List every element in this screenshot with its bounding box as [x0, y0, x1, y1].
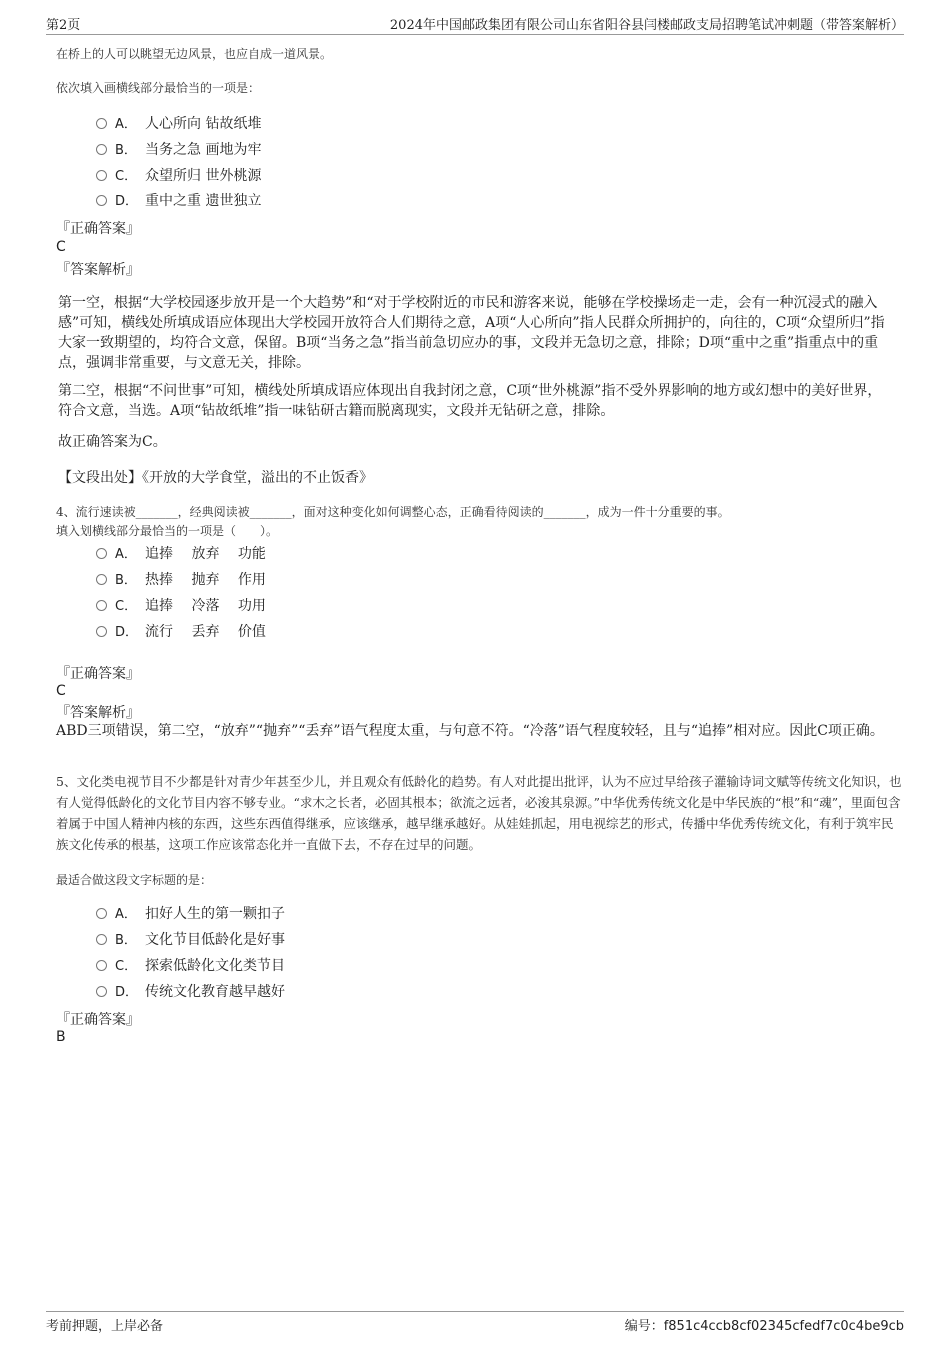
q4-analysis: ABD三项错误，第二空，“放弃”“抛弃”“丢弃”语气程度太重，与句意不符。“冷落”语气程度较轻，且与“追捧”相对应。因此C项正确。	[56, 723, 884, 739]
document-id: 编号：f851c4ccb8cf02345cfedf7c0c4be9cb	[624, 1319, 904, 1334]
q3-answer: C	[56, 239, 66, 255]
q5-option-c[interactable]: C． 探索低龄化文化类节目	[96, 955, 285, 977]
q3-analysis-p2: 第二空，根据“不问世事”可知，横线处所填成语应体现出自我封闭之意，C项“世外桃源”指不受外界影响的地方或幻想中的美好世界，符合文意，当选。A项“钻故纸堆”指一味钻研古籍而脱离现实，文段并无钻研之意，排除。	[58, 383, 882, 419]
q4-option-c[interactable]: C． 追捧 冷落 功用	[96, 595, 266, 617]
q5-answer-label: 『正确答案』	[56, 1012, 140, 1028]
page-footer	[46, 1311, 904, 1334]
q3-analysis-label: 『答案解析』	[56, 262, 140, 278]
q3-intro-tail: 在桥上的人可以眺望无边风景，也应自成一道风景。	[56, 47, 333, 61]
q4-option-a[interactable]: A． 追捧 放弃 功能	[96, 543, 266, 565]
q5-stem: 5、文化类电视节目不少都是针对青少年甚至少儿，并且观众有低龄化的趋势。有人对此提出批评，认为不应过早给孩子灌输诗词文赋等传统文化知识，也有人觉得低龄化的文化节目内容不够专业。“求木之长者，必固其根本；欲流之远者，必浚其泉源。”中华优秀传统文化是中华民族的“根”和“魂”，里面包含着属于中国人精神内核的东西，这些东西值得继承，应该继承，越早继承越好。从娃娃抓起，用电视综艺的形式，传播中华优秀传统文化，有利于筑牢民族文化传承的根基，这项工作应该常态化并一直做下去，不存在过早的问题。	[56, 774, 902, 852]
q3-option-c[interactable]: C． 众望所归 世外桃源	[96, 165, 261, 187]
radio-icon[interactable]	[96, 986, 107, 997]
q4-option-b[interactable]: B． 热捧 抛弃 作用	[96, 569, 266, 591]
document-title: 2024年中国邮政集团有限公司山东省阳谷县闫楼邮政支局招聘笔试冲刺题（带答案解析）	[389, 18, 904, 33]
radio-icon[interactable]	[96, 195, 107, 206]
radio-icon[interactable]	[96, 170, 107, 181]
radio-icon[interactable]	[96, 118, 107, 129]
radio-icon[interactable]	[96, 574, 107, 585]
radio-icon[interactable]	[96, 548, 107, 559]
page-header	[46, 14, 904, 35]
q5-option-b[interactable]: B． 文化节目低龄化是好事	[96, 929, 285, 951]
q3-source: 【文段出处】《开放的大学食堂，溢出的不止饭香》	[58, 470, 373, 486]
footer-slogan: 考前押题，上岸必备	[46, 1319, 164, 1334]
q3-prompt: 依次填入画横线部分最恰当的一项是：	[56, 81, 261, 95]
q3-analysis-p3: 故正确答案为C。	[58, 434, 167, 450]
q4-answer-label: 『正确答案』	[56, 666, 140, 682]
q5-prompt: 最适合做这段文字标题的是：	[56, 873, 213, 887]
radio-icon[interactable]	[96, 144, 107, 155]
radio-icon[interactable]	[96, 908, 107, 919]
radio-icon[interactable]	[96, 626, 107, 637]
q5-answer: B	[56, 1029, 66, 1045]
q3-analysis-p1: 第一空，根据“大学校园逐步放开是一个大趋势”和“对于学校附近的市民和游客来说，能够在学校操场走一走，会有一种沉浸式的融入感”可知，横线处所填成语应体现出大学校园开放符合人们期待之意，A项“人心所向”指人民群众所拥护的，向往的，C项“众望所归”指大家一致期望的，均符合文意，保留。B项“当务之急”指当前急切应办的事，文段并无急切之意，排除；D项“重中之重”指重点中的重点，强调非常重要，与文意无关，排除。	[58, 295, 885, 371]
q4-stem: 4、流行速读被_______，经典阅读被_______，面对这种变化如何调整心态，正确看待阅读的_______，成为一件十分重要的事。	[56, 505, 730, 519]
q3-answer-label: 『正确答案』	[56, 221, 140, 237]
q4-answer: C	[56, 683, 66, 699]
q3-option-b[interactable]: B． 当务之急 画地为牢	[96, 139, 261, 161]
q5-option-a[interactable]: A． 扣好人生的第一颗扣子	[96, 903, 285, 925]
radio-icon[interactable]	[96, 600, 107, 611]
radio-icon[interactable]	[96, 934, 107, 945]
page-number: 第2页	[46, 18, 81, 33]
q4-analysis-label: 『答案解析』	[56, 705, 140, 721]
q4-option-d[interactable]: D． 流行 丢弃 价值	[96, 621, 266, 643]
q3-option-d[interactable]: D． 重中之重 遗世独立	[96, 190, 261, 212]
q5-option-d[interactable]: D． 传统文化教育越早越好	[96, 981, 285, 1003]
radio-icon[interactable]	[96, 960, 107, 971]
q3-option-a[interactable]: A． 人心所向 钻故纸堆	[96, 113, 261, 135]
q4-prompt: 填入划横线部分最恰当的一项是（ ）。	[56, 524, 279, 538]
